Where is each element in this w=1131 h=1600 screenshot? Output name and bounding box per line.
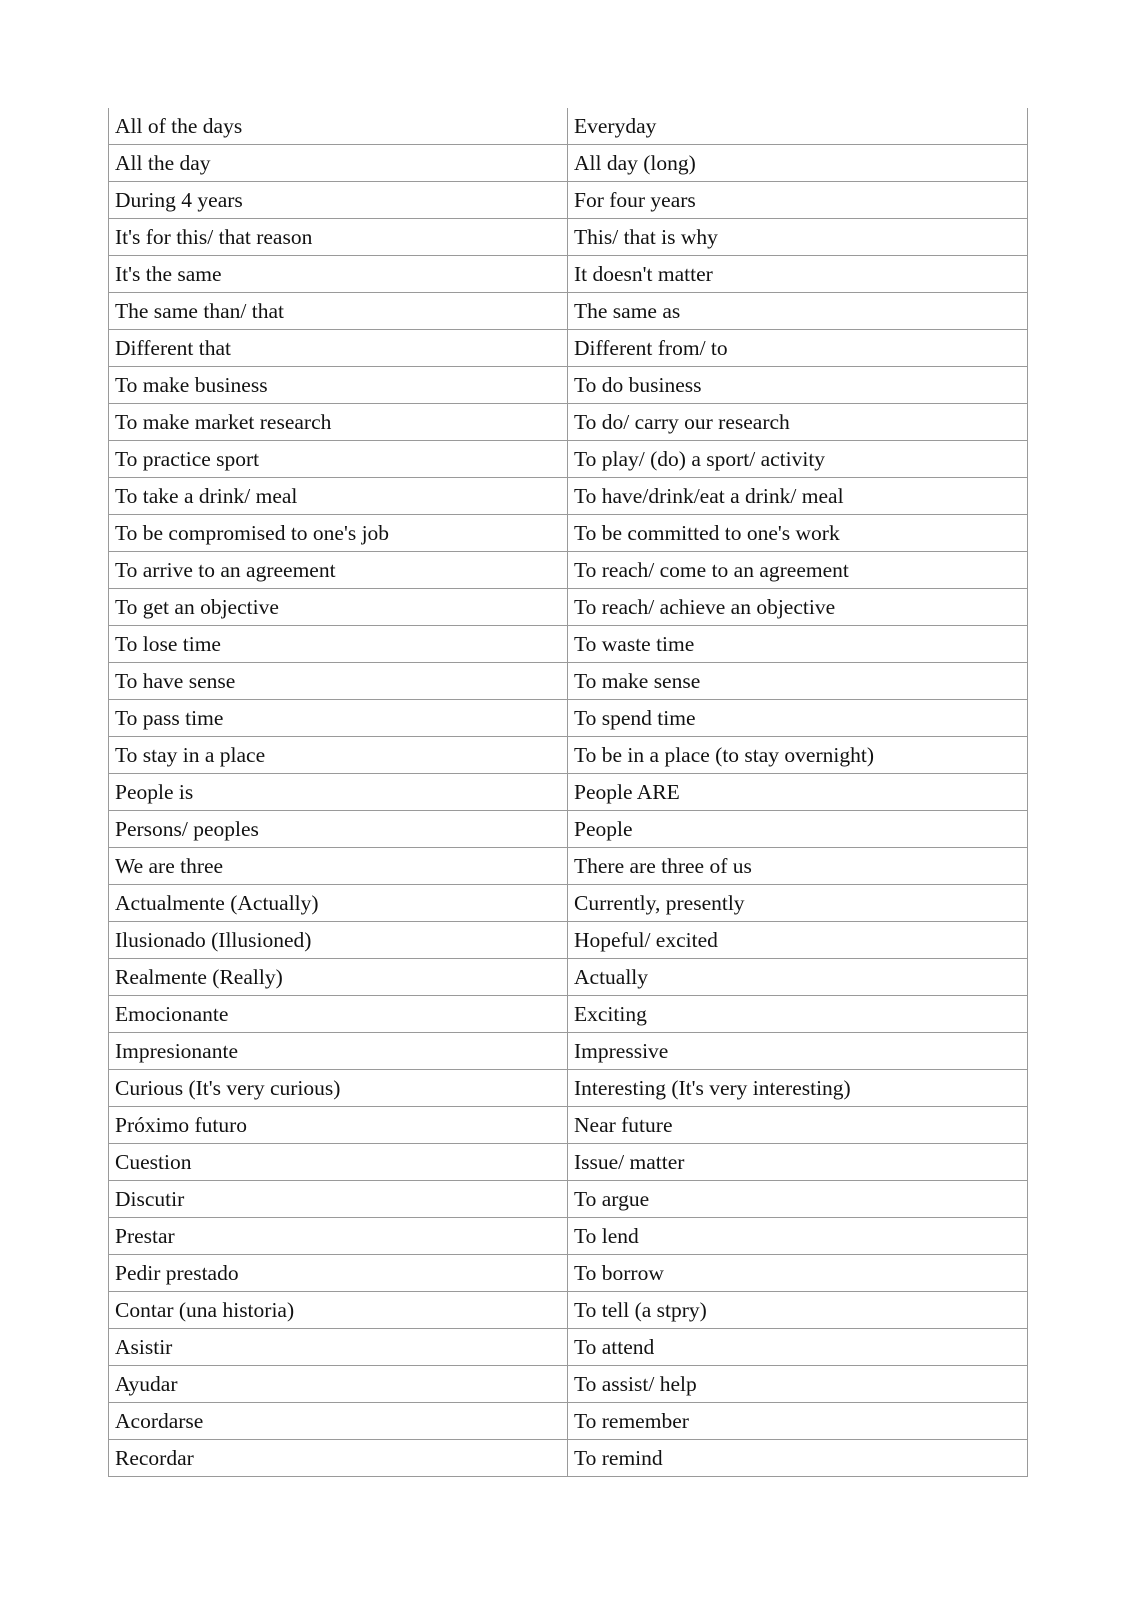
correct-expression-cell: To remind <box>568 1440 1028 1477</box>
correct-expression-cell: To reach/ come to an agreement <box>568 552 1028 589</box>
incorrect-expression-cell: It's the same <box>109 256 568 293</box>
correct-expression-cell: Issue/ matter <box>568 1144 1028 1181</box>
incorrect-expression-cell: Pedir prestado <box>109 1255 568 1292</box>
table-row <box>109 219 1028 256</box>
correct-expression-cell: To lend <box>568 1218 1028 1255</box>
table-row <box>109 811 1028 848</box>
correct-expression-cell: Actually <box>568 959 1028 996</box>
incorrect-expression-cell: Discutir <box>109 1181 568 1218</box>
correct-expression-cell: To be in a place (to stay overnight) <box>568 737 1028 774</box>
correct-expression-cell: To tell (a stpry) <box>568 1292 1028 1329</box>
table-row <box>109 922 1028 959</box>
table-row <box>109 1292 1028 1329</box>
table-row <box>109 1329 1028 1366</box>
table-row <box>109 700 1028 737</box>
incorrect-expression-cell: Próximo futuro <box>109 1107 568 1144</box>
incorrect-expression-cell: To take a drink/ meal <box>109 478 568 515</box>
incorrect-expression-cell: To lose time <box>109 626 568 663</box>
correct-expression-cell: To assist/ help <box>568 1366 1028 1403</box>
correct-expression-cell: To play/ (do) a sport/ activity <box>568 441 1028 478</box>
incorrect-expression-cell: We are three <box>109 848 568 885</box>
incorrect-expression-cell: It's for this/ that reason <box>109 219 568 256</box>
correct-expression-cell: To spend time <box>568 700 1028 737</box>
incorrect-expression-cell: Curious (It's very curious) <box>109 1070 568 1107</box>
table-row <box>109 478 1028 515</box>
table-row <box>109 996 1028 1033</box>
incorrect-expression-cell: All of the days <box>109 108 568 145</box>
table-row <box>109 1366 1028 1403</box>
table-row <box>109 182 1028 219</box>
correct-expression-cell: People <box>568 811 1028 848</box>
incorrect-expression-cell: To get an objective <box>109 589 568 626</box>
table-row <box>109 145 1028 182</box>
table-row <box>109 515 1028 552</box>
incorrect-expression-cell: To make business <box>109 367 568 404</box>
incorrect-expression-cell: The same than/ that <box>109 293 568 330</box>
correct-expression-cell: Different from/ to <box>568 330 1028 367</box>
table-row <box>109 885 1028 922</box>
correct-expression-cell: There are three of us <box>568 848 1028 885</box>
incorrect-expression-cell: Actualmente (Actually) <box>109 885 568 922</box>
correct-expression-cell: For four years <box>568 182 1028 219</box>
table-row <box>109 552 1028 589</box>
incorrect-expression-cell: To make market research <box>109 404 568 441</box>
incorrect-expression-cell: To have sense <box>109 663 568 700</box>
table-row <box>109 959 1028 996</box>
table-row <box>109 404 1028 441</box>
correct-expression-cell: Hopeful/ excited <box>568 922 1028 959</box>
table-row <box>109 774 1028 811</box>
correct-expression-cell: To make sense <box>568 663 1028 700</box>
vocabulary-table-body <box>109 108 1028 1477</box>
table-row <box>109 589 1028 626</box>
table-row <box>109 1107 1028 1144</box>
correct-expression-cell: To be committed to one's work <box>568 515 1028 552</box>
incorrect-expression-cell: Different that <box>109 330 568 367</box>
incorrect-expression-cell: Persons/ peoples <box>109 811 568 848</box>
correct-expression-cell: It doesn't matter <box>568 256 1028 293</box>
table-row <box>109 293 1028 330</box>
incorrect-expression-cell: Realmente (Really) <box>109 959 568 996</box>
table-row <box>109 1218 1028 1255</box>
incorrect-expression-cell: Impresionante <box>109 1033 568 1070</box>
correct-expression-cell: To do/ carry our research <box>568 404 1028 441</box>
table-row <box>109 1181 1028 1218</box>
table-row <box>109 330 1028 367</box>
incorrect-expression-cell: People is <box>109 774 568 811</box>
incorrect-expression-cell: To stay in a place <box>109 737 568 774</box>
incorrect-expression-cell: Contar (una historia) <box>109 1292 568 1329</box>
table-row <box>109 1440 1028 1477</box>
table-row <box>109 1403 1028 1440</box>
incorrect-expression-cell: Asistir <box>109 1329 568 1366</box>
correct-expression-cell: To argue <box>568 1181 1028 1218</box>
correct-expression-cell: To do business <box>568 367 1028 404</box>
correct-expression-cell: To remember <box>568 1403 1028 1440</box>
incorrect-expression-cell: Cuestion <box>109 1144 568 1181</box>
table-row <box>109 848 1028 885</box>
correct-expression-cell: This/ that is why <box>568 219 1028 256</box>
correct-expression-cell: To reach/ achieve an objective <box>568 589 1028 626</box>
incorrect-expression-cell: To practice sport <box>109 441 568 478</box>
table-row <box>109 1144 1028 1181</box>
table-row <box>109 663 1028 700</box>
correct-expression-cell: All day (long) <box>568 145 1028 182</box>
correct-expression-cell: Interesting (It's very interesting) <box>568 1070 1028 1107</box>
incorrect-expression-cell: During 4 years <box>109 182 568 219</box>
incorrect-expression-cell: Acordarse <box>109 1403 568 1440</box>
table-row <box>109 367 1028 404</box>
correct-expression-cell: People ARE <box>568 774 1028 811</box>
incorrect-expression-cell: Emocionante <box>109 996 568 1033</box>
table-row <box>109 626 1028 663</box>
incorrect-expression-cell: Ilusionado (Illusioned) <box>109 922 568 959</box>
correct-expression-cell: Currently, presently <box>568 885 1028 922</box>
incorrect-expression-cell: All the day <box>109 145 568 182</box>
correct-expression-cell: To attend <box>568 1329 1028 1366</box>
incorrect-expression-cell: Ayudar <box>109 1366 568 1403</box>
correct-expression-cell: Near future <box>568 1107 1028 1144</box>
table-row <box>109 1255 1028 1292</box>
table-row <box>109 1033 1028 1070</box>
table-row <box>109 108 1028 145</box>
correct-expression-cell: To have/drink/eat a drink/ meal <box>568 478 1028 515</box>
incorrect-expression-cell: To be compromised to one's job <box>109 515 568 552</box>
incorrect-expression-cell: Recordar <box>109 1440 568 1477</box>
table-row <box>109 737 1028 774</box>
correct-expression-cell: Everyday <box>568 108 1028 145</box>
table-row <box>109 256 1028 293</box>
correct-expression-cell: To borrow <box>568 1255 1028 1292</box>
vocabulary-table <box>108 108 1028 1477</box>
correct-expression-cell: Impressive <box>568 1033 1028 1070</box>
table-row <box>109 1070 1028 1107</box>
correct-expression-cell: To waste time <box>568 626 1028 663</box>
incorrect-expression-cell: To pass time <box>109 700 568 737</box>
incorrect-expression-cell: Prestar <box>109 1218 568 1255</box>
table-row <box>109 441 1028 478</box>
correct-expression-cell: The same as <box>568 293 1028 330</box>
incorrect-expression-cell: To arrive to an agreement <box>109 552 568 589</box>
correct-expression-cell: Exciting <box>568 996 1028 1033</box>
